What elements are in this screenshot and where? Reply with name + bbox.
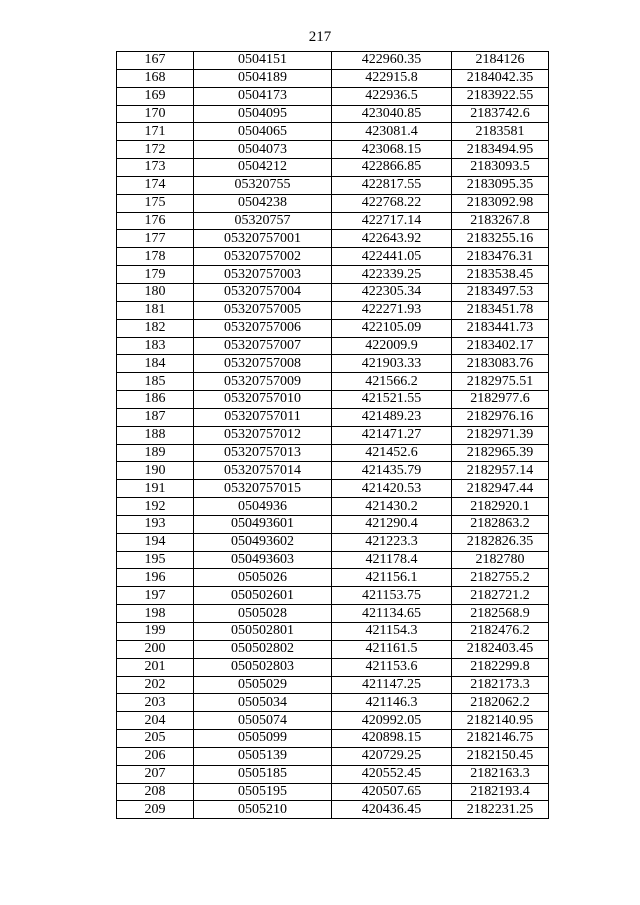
x-coordinate-cell: 422271.93 [332,301,452,319]
row-number-cell: 202 [117,676,194,694]
table-row [117,248,549,266]
y-coordinate-cell: 2182780 [452,551,549,569]
x-coordinate-cell: 421146.3 [332,694,452,712]
point-id-cell: 0504173 [194,87,332,105]
point-id-cell: 0504212 [194,159,332,177]
x-coordinate-cell: 421489.23 [332,408,452,426]
row-number-cell: 199 [117,623,194,641]
x-coordinate-cell: 420552.45 [332,765,452,783]
table-row [117,391,549,409]
table-row [117,283,549,301]
row-number-cell: 177 [117,230,194,248]
x-coordinate-cell: 422768.22 [332,194,452,212]
point-id-cell: 050493601 [194,515,332,533]
table-row [117,194,549,212]
table-row [117,498,549,516]
point-id-cell: 05320757013 [194,444,332,462]
y-coordinate-cell: 2183092.98 [452,194,549,212]
row-number-cell: 190 [117,462,194,480]
row-number-cell: 170 [117,105,194,123]
point-id-cell: 05320757007 [194,337,332,355]
row-number-cell: 173 [117,159,194,177]
x-coordinate-cell: 422866.85 [332,159,452,177]
row-number-cell: 171 [117,123,194,141]
table-row [117,176,549,194]
y-coordinate-cell: 2182150.45 [452,747,549,765]
y-coordinate-cell: 2182975.51 [452,373,549,391]
row-number-cell: 185 [117,373,194,391]
table-row [117,319,549,337]
row-number-cell: 168 [117,69,194,87]
x-coordinate-cell: 421521.55 [332,391,452,409]
point-id-cell: 05320757001 [194,230,332,248]
y-coordinate-cell: 2183742.6 [452,105,549,123]
point-id-cell: 0505185 [194,765,332,783]
row-number-cell: 198 [117,605,194,623]
table-row [117,462,549,480]
row-number-cell: 178 [117,248,194,266]
y-coordinate-cell: 2182163.3 [452,765,549,783]
x-coordinate-cell: 421471.27 [332,426,452,444]
y-coordinate-cell: 2183402.17 [452,337,549,355]
row-number-cell: 205 [117,730,194,748]
row-number-cell: 167 [117,52,194,70]
table-row [117,551,549,569]
point-id-cell: 0504189 [194,69,332,87]
y-coordinate-cell: 2183095.35 [452,176,549,194]
row-number-cell: 191 [117,480,194,498]
row-number-cell: 169 [117,87,194,105]
table-row [117,355,549,373]
row-number-cell: 179 [117,266,194,284]
row-number-cell: 208 [117,783,194,801]
y-coordinate-cell: 2182976.16 [452,408,549,426]
y-coordinate-cell: 2182146.75 [452,730,549,748]
x-coordinate-cell: 420507.65 [332,783,452,801]
point-id-cell: 0504095 [194,105,332,123]
point-id-cell: 0505029 [194,676,332,694]
x-coordinate-cell: 421903.33 [332,355,452,373]
x-coordinate-cell: 422339.25 [332,266,452,284]
x-coordinate-cell: 422305.34 [332,283,452,301]
table-row [117,623,549,641]
y-coordinate-cell: 2182947.44 [452,480,549,498]
row-number-cell: 174 [117,176,194,194]
row-number-cell: 201 [117,658,194,676]
y-coordinate-cell: 2183267.8 [452,212,549,230]
y-coordinate-cell: 2183581 [452,123,549,141]
point-id-cell: 05320757006 [194,319,332,337]
point-id-cell: 05320757014 [194,462,332,480]
x-coordinate-cell: 423081.4 [332,123,452,141]
point-id-cell: 050493603 [194,551,332,569]
table-row [117,408,549,426]
row-number-cell: 182 [117,319,194,337]
point-id-cell: 05320757002 [194,248,332,266]
point-id-cell: 0505028 [194,605,332,623]
point-id-cell: 05320757003 [194,266,332,284]
coordinates-table [116,51,549,819]
table-row [117,712,549,730]
point-id-cell: 05320757008 [194,355,332,373]
x-coordinate-cell: 422009.9 [332,337,452,355]
table-body [117,52,549,819]
y-coordinate-cell: 2182826.35 [452,533,549,551]
row-number-cell: 203 [117,694,194,712]
y-coordinate-cell: 2182965.39 [452,444,549,462]
point-id-cell: 050502803 [194,658,332,676]
point-id-cell: 0504936 [194,498,332,516]
point-id-cell: 050502802 [194,640,332,658]
x-coordinate-cell: 421153.6 [332,658,452,676]
x-coordinate-cell: 421290.4 [332,515,452,533]
x-coordinate-cell: 421153.75 [332,587,452,605]
table-row [117,373,549,391]
table-row [117,105,549,123]
row-number-cell: 207 [117,765,194,783]
x-coordinate-cell: 421147.25 [332,676,452,694]
table-row [117,640,549,658]
x-coordinate-cell: 421223.3 [332,533,452,551]
x-coordinate-cell: 422441.05 [332,248,452,266]
table-row [117,569,549,587]
y-coordinate-cell: 2182476.2 [452,623,549,641]
table-row [117,52,549,70]
table-row [117,587,549,605]
table-row [117,230,549,248]
x-coordinate-cell: 421156.1 [332,569,452,587]
point-id-cell: 05320757011 [194,408,332,426]
x-coordinate-cell: 421134.65 [332,605,452,623]
row-number-cell: 175 [117,194,194,212]
y-coordinate-cell: 2183476.31 [452,248,549,266]
y-coordinate-cell: 2183538.45 [452,266,549,284]
point-id-cell: 05320757005 [194,301,332,319]
page-number: 217 [308,29,332,45]
row-number-cell: 172 [117,141,194,159]
point-id-cell: 0505026 [194,569,332,587]
row-number-cell: 180 [117,283,194,301]
point-id-cell: 0505139 [194,747,332,765]
table-row [117,694,549,712]
y-coordinate-cell: 2182863.2 [452,515,549,533]
x-coordinate-cell: 422105.09 [332,319,452,337]
row-number-cell: 206 [117,747,194,765]
point-id-cell: 0504073 [194,141,332,159]
point-id-cell: 050502601 [194,587,332,605]
x-coordinate-cell: 421452.6 [332,444,452,462]
y-coordinate-cell: 2182957.14 [452,462,549,480]
point-id-cell: 0505034 [194,694,332,712]
x-coordinate-cell: 420729.25 [332,747,452,765]
x-coordinate-cell: 421161.5 [332,640,452,658]
point-id-cell: 0504238 [194,194,332,212]
x-coordinate-cell: 421566.2 [332,373,452,391]
x-coordinate-cell: 422960.35 [332,52,452,70]
x-coordinate-cell: 423040.85 [332,105,452,123]
table-row [117,747,549,765]
x-coordinate-cell: 422643.92 [332,230,452,248]
point-id-cell: 0505099 [194,730,332,748]
y-coordinate-cell: 2182193.4 [452,783,549,801]
y-coordinate-cell: 2183497.53 [452,283,549,301]
table-row [117,676,549,694]
y-coordinate-cell: 2182755.2 [452,569,549,587]
row-number-cell: 193 [117,515,194,533]
y-coordinate-cell: 2182568.9 [452,605,549,623]
table-row [117,337,549,355]
x-coordinate-cell: 423068.15 [332,141,452,159]
x-coordinate-cell: 421430.2 [332,498,452,516]
table-row [117,480,549,498]
table-row [117,801,549,819]
row-number-cell: 195 [117,551,194,569]
x-coordinate-cell: 422936.5 [332,87,452,105]
row-number-cell: 187 [117,408,194,426]
row-number-cell: 184 [117,355,194,373]
table-row [117,266,549,284]
point-id-cell: 050502801 [194,623,332,641]
row-number-cell: 183 [117,337,194,355]
y-coordinate-cell: 2182062.2 [452,694,549,712]
row-number-cell: 181 [117,301,194,319]
x-coordinate-cell: 421420.53 [332,480,452,498]
row-number-cell: 204 [117,712,194,730]
y-coordinate-cell: 2184042.35 [452,69,549,87]
table-row [117,301,549,319]
table-row [117,87,549,105]
y-coordinate-cell: 2182920.1 [452,498,549,516]
y-coordinate-cell: 2182971.39 [452,426,549,444]
y-coordinate-cell: 2182173.3 [452,676,549,694]
table-row [117,141,549,159]
point-id-cell: 0505074 [194,712,332,730]
table-row [117,515,549,533]
table-row [117,426,549,444]
y-coordinate-cell: 2184126 [452,52,549,70]
point-id-cell: 0504151 [194,52,332,70]
point-id-cell: 0504065 [194,123,332,141]
row-number-cell: 200 [117,640,194,658]
point-id-cell: 05320757015 [194,480,332,498]
table-row [117,533,549,551]
y-coordinate-cell: 2182299.8 [452,658,549,676]
row-number-cell: 209 [117,801,194,819]
table-row [117,212,549,230]
y-coordinate-cell: 2183922.55 [452,87,549,105]
table-row [117,730,549,748]
y-coordinate-cell: 2182231.25 [452,801,549,819]
x-coordinate-cell: 422915.8 [332,69,452,87]
y-coordinate-cell: 2182140.95 [452,712,549,730]
y-coordinate-cell: 2182721.2 [452,587,549,605]
row-number-cell: 194 [117,533,194,551]
table-row [117,123,549,141]
point-id-cell: 05320757004 [194,283,332,301]
y-coordinate-cell: 2183255.16 [452,230,549,248]
table-row [117,69,549,87]
y-coordinate-cell: 2182977.6 [452,391,549,409]
row-number-cell: 188 [117,426,194,444]
table-row [117,444,549,462]
table-row [117,159,549,177]
row-number-cell: 192 [117,498,194,516]
point-id-cell: 05320757009 [194,373,332,391]
point-id-cell: 05320755 [194,176,332,194]
x-coordinate-cell: 422717.14 [332,212,452,230]
row-number-cell: 189 [117,444,194,462]
row-number-cell: 176 [117,212,194,230]
point-id-cell: 050493602 [194,533,332,551]
point-id-cell: 0505210 [194,801,332,819]
x-coordinate-cell: 421154.3 [332,623,452,641]
table-row [117,783,549,801]
x-coordinate-cell: 422817.55 [332,176,452,194]
y-coordinate-cell: 2183494.95 [452,141,549,159]
y-coordinate-cell: 2183451.78 [452,301,549,319]
point-id-cell: 05320757012 [194,426,332,444]
row-number-cell: 196 [117,569,194,587]
x-coordinate-cell: 421435.79 [332,462,452,480]
x-coordinate-cell: 420992.05 [332,712,452,730]
y-coordinate-cell: 2183083.76 [452,355,549,373]
table-row [117,765,549,783]
point-id-cell: 05320757010 [194,391,332,409]
row-number-cell: 186 [117,391,194,409]
table-row [117,605,549,623]
y-coordinate-cell: 2182403.45 [452,640,549,658]
x-coordinate-cell: 420436.45 [332,801,452,819]
point-id-cell: 05320757 [194,212,332,230]
x-coordinate-cell: 420898.15 [332,730,452,748]
table-row [117,658,549,676]
x-coordinate-cell: 421178.4 [332,551,452,569]
row-number-cell: 197 [117,587,194,605]
y-coordinate-cell: 2183441.73 [452,319,549,337]
y-coordinate-cell: 2183093.5 [452,159,549,177]
point-id-cell: 0505195 [194,783,332,801]
